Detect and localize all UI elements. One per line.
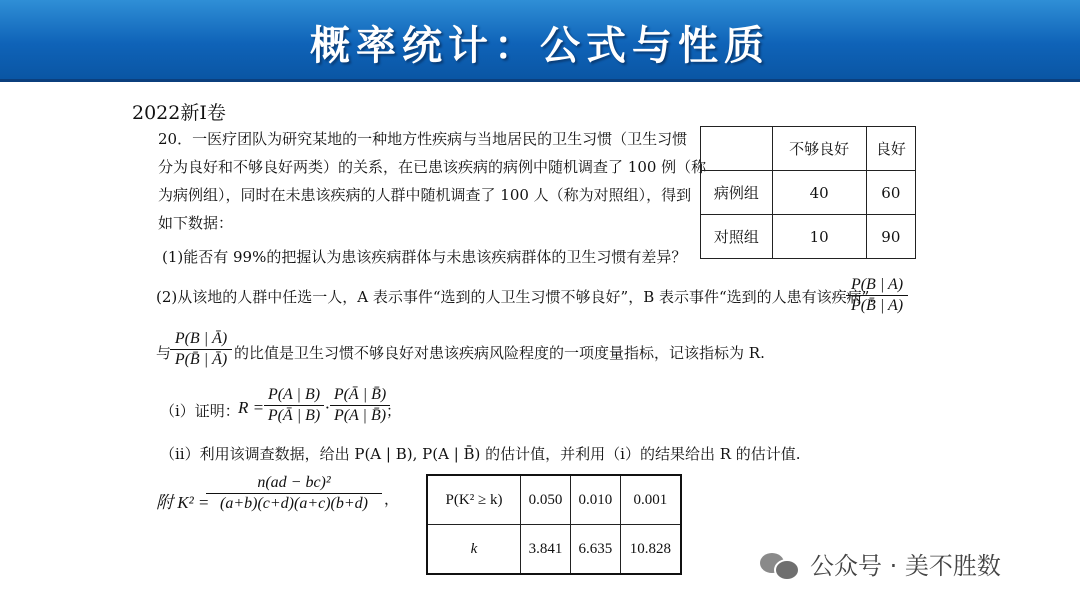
fraction-numerator: P(Ā | B̄) [333, 386, 387, 403]
exam-source-tag: 2022新Ⅰ卷 [132, 102, 226, 124]
fraction-bar [846, 295, 908, 296]
fraction-bar [330, 405, 390, 406]
table-cell: 6.635 [570, 525, 620, 575]
table-header: P(K² ≥ k) [427, 475, 521, 525]
table-cell: 10.828 [620, 525, 681, 575]
subquestion-i-end: ； [386, 402, 402, 420]
fraction-bar [206, 493, 382, 494]
question-1: (1)能否有 99%的把握认为患该疾病群体与未患该疾病群体的卫生习惯有差异？ [162, 248, 687, 266]
problem-line-2: 分为良好和不够良好两类）的关系，在已患该疾病的病例中随机调查了 100 例（称 [158, 158, 707, 176]
table-row-label: 对照组 [701, 215, 773, 259]
fraction-proof-2 [330, 386, 390, 425]
fraction-denominator: P(B̄ | A) [850, 297, 904, 314]
fraction-denominator: P(Ā | B) [267, 407, 321, 424]
table-cell: 0.050 [521, 475, 571, 525]
formula-prefix: 附 K² = [156, 493, 210, 512]
table-cell: 60 [866, 171, 915, 215]
fraction-numerator: P(A | B) [267, 386, 321, 403]
multiply-dot: · [325, 398, 330, 417]
problem-line-1: 20．一医疗团队为研究某地的一种地方性疾病与当地居民的卫生习惯（卫生习惯 [158, 130, 688, 148]
table-row [701, 171, 916, 215]
problem-line-4: 如下数据： [158, 214, 234, 232]
subquestion-i-R: R = [238, 398, 265, 417]
fraction-numerator: P(B | Ā) [174, 330, 228, 347]
fraction-denominator: P(B̄ | Ā) [174, 351, 228, 368]
fraction-denominator: P(A | B̄) [333, 407, 387, 424]
question-2-line-1: (2)从该地的人群中任选一人，A 表示事件“选到的人卫生习惯不够良好”，B 表示事件“选到的人患有该疾病”. [156, 288, 875, 306]
table-cell [701, 127, 773, 171]
table-row [427, 475, 681, 525]
subquestion-i-label: （i）证明： [160, 402, 240, 420]
wechat-icon [760, 549, 800, 579]
table-header: k [427, 525, 521, 575]
title-banner [0, 0, 1080, 82]
question-2-line-2: 的比值是卫生习惯不够良好对患该疾病风险程度的一项度量指标，记该指标为 R. [234, 344, 765, 362]
fraction-numerator: P(B | A) [850, 276, 904, 293]
fraction-bar [170, 349, 232, 350]
table-cell: 90 [866, 215, 915, 259]
fraction-risk-numerator-ratio [846, 276, 908, 315]
fraction-denominator: (a+b)(c+d)(a+c)(b+d) [219, 495, 368, 512]
subquestion-ii: （ii）利用该调查数据，给出 P(A | B), P(A | B̄) 的估计值，并利用（i）的结果给出 R 的估计值. [160, 445, 801, 463]
fraction-bar [264, 405, 324, 406]
problem-line-3: 为病例组），同时在未患该疾病的人群中随机调查了 100 人（称为对照组），得到 [158, 186, 692, 204]
table-row [701, 127, 916, 171]
critical-value-table [426, 474, 682, 575]
table-cell: 0.001 [620, 475, 681, 525]
watermark [760, 546, 1001, 581]
table-header: 不够良好 [772, 127, 866, 171]
table-cell: 0.010 [570, 475, 620, 525]
table-cell: 10 [772, 215, 866, 259]
formula-comma: ， [384, 490, 400, 508]
question-2-with: 与 [156, 344, 172, 362]
fraction-risk-denominator-ratio [170, 330, 232, 369]
table-row [427, 525, 681, 575]
chi-square-formula [206, 474, 382, 513]
data-table [700, 126, 916, 259]
table-row-label: 病例组 [701, 171, 773, 215]
fraction-numerator: n(ad − bc)² [257, 474, 331, 491]
table-cell: 3.841 [521, 525, 571, 575]
fraction-proof-1 [264, 386, 324, 425]
table-row [701, 215, 916, 259]
table-cell: 40 [772, 171, 866, 215]
watermark-text: 公众号 · 美不胜数 [810, 552, 1001, 580]
page-title: 概率统计：公式与性质 [310, 23, 770, 69]
table-header: 良好 [866, 127, 915, 171]
